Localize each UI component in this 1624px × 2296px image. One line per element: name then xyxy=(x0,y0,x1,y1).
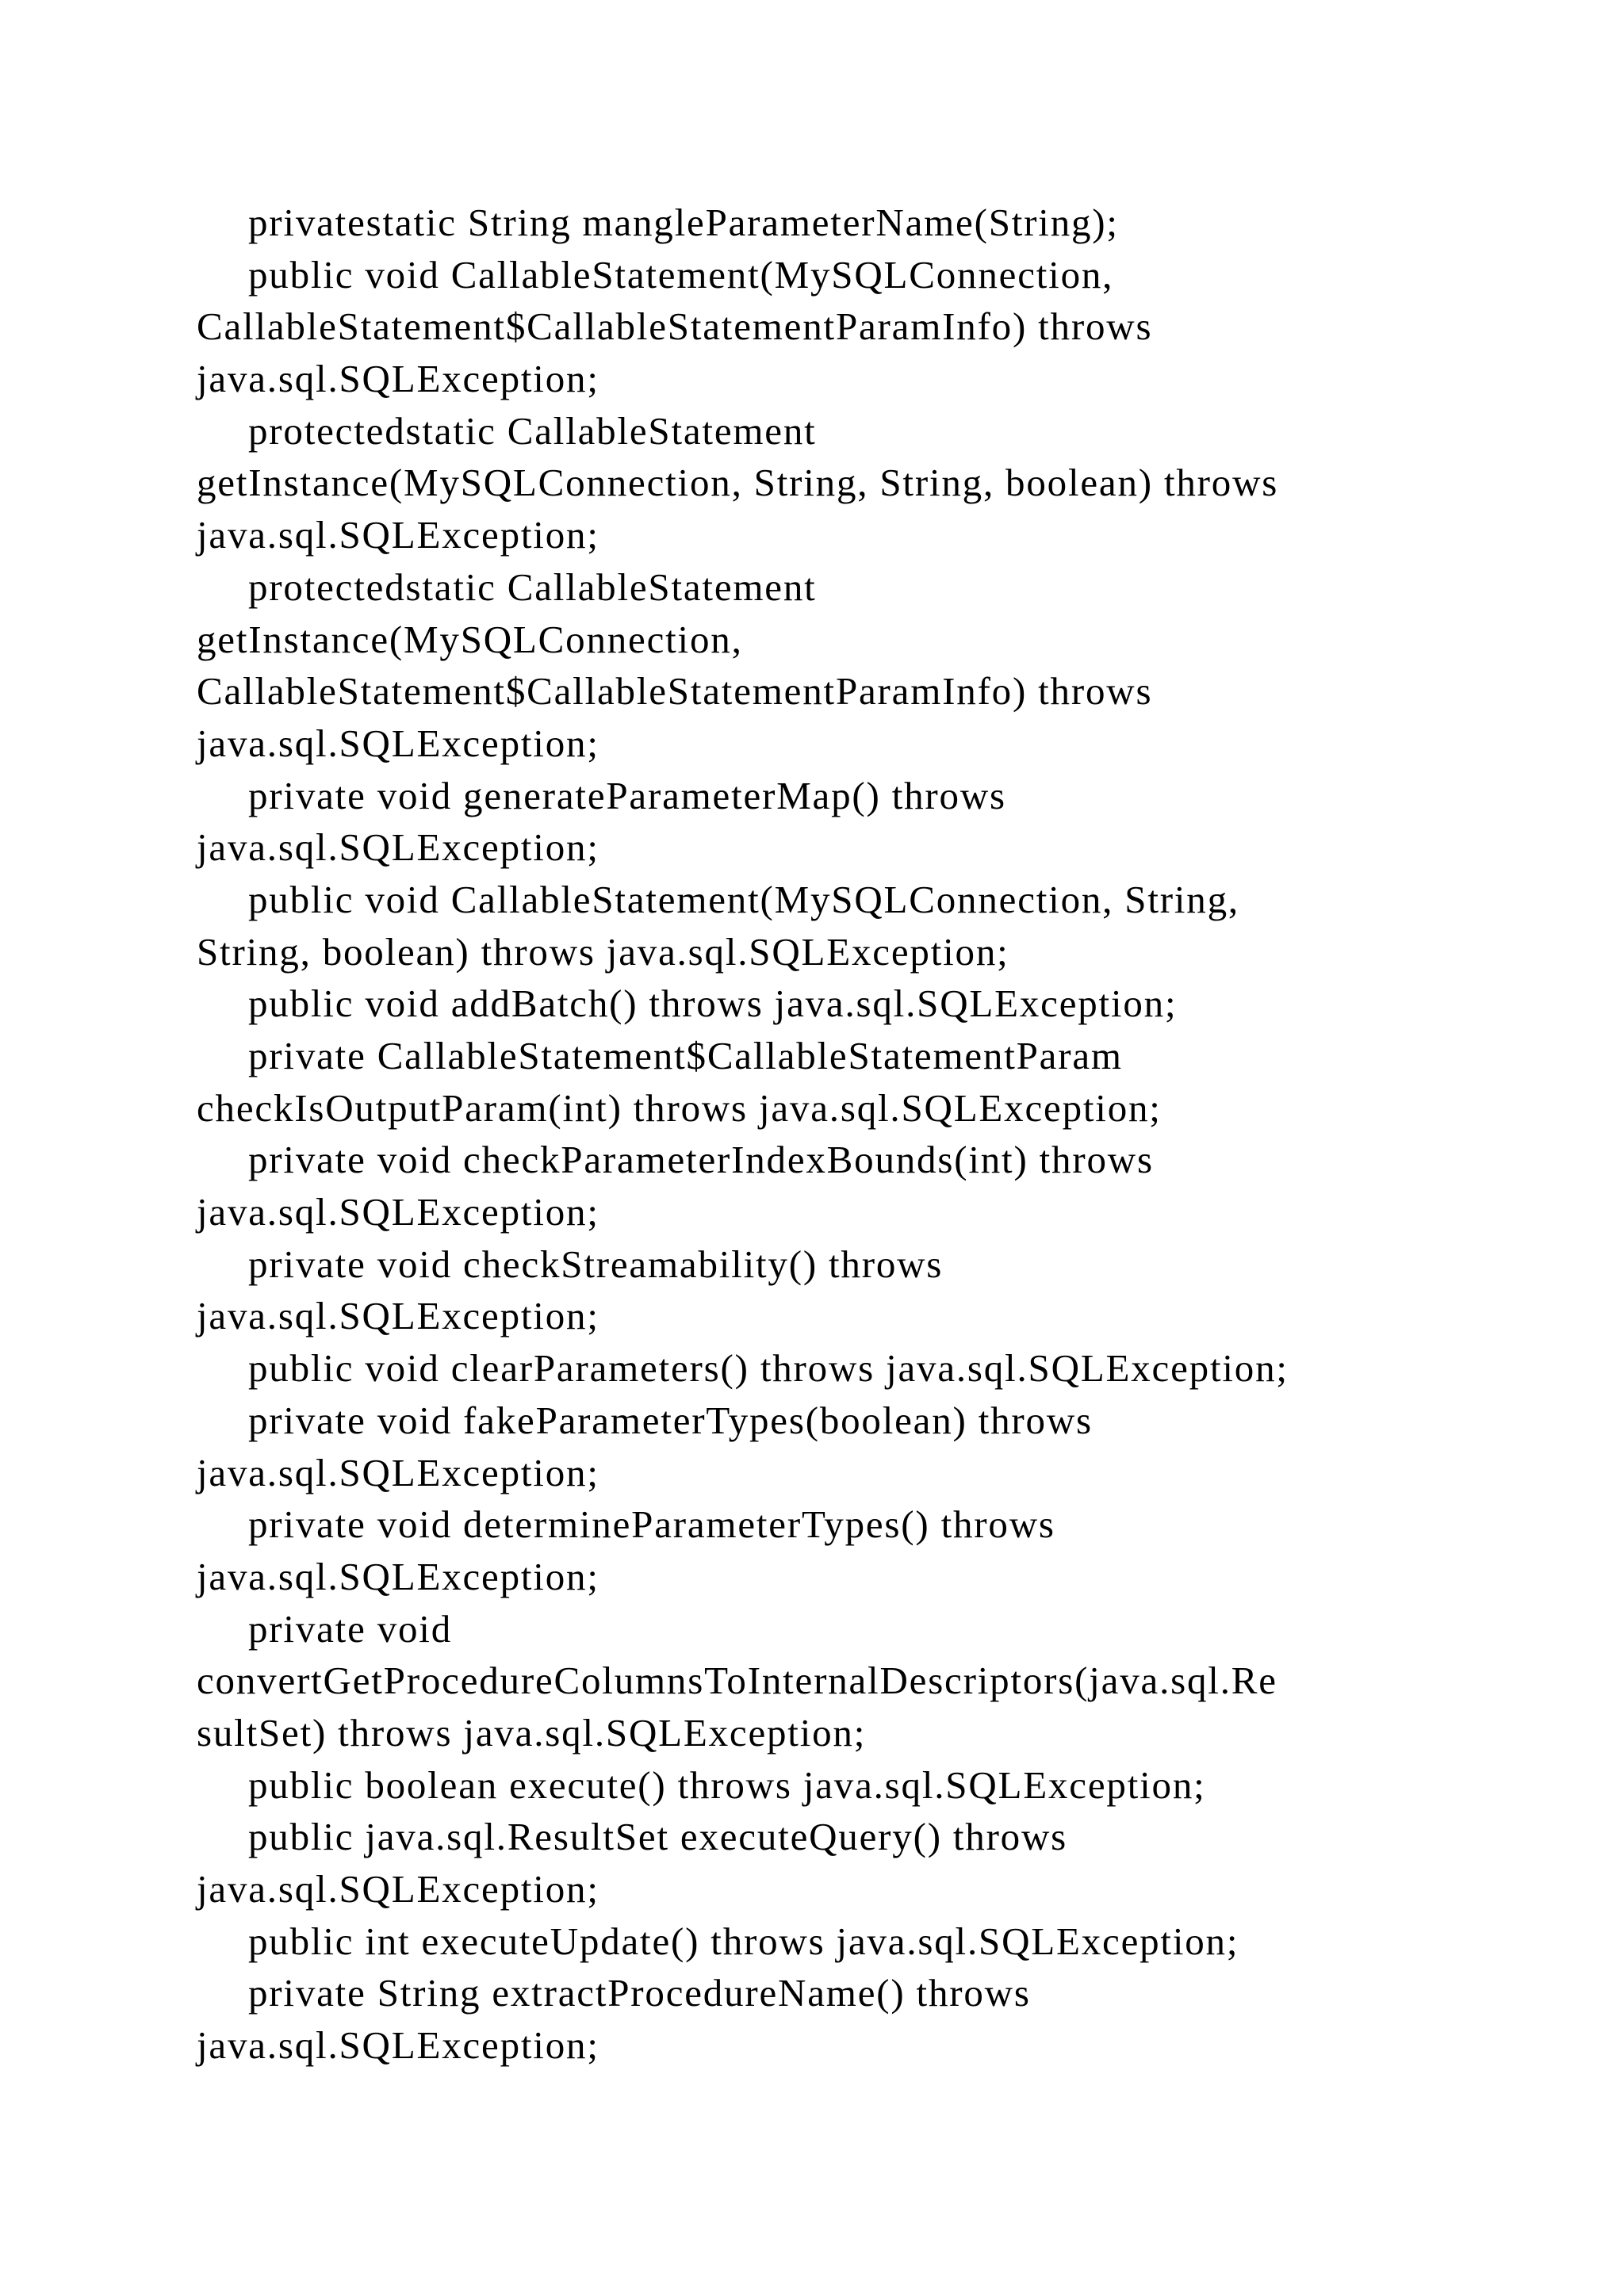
text-line: getInstance(MySQLConnection, String, String, boolean) throws xyxy=(197,461,1279,505)
text-line: java.sql.SQLException; xyxy=(197,2023,599,2068)
text-line: java.sql.SQLException; xyxy=(197,1294,599,1338)
text-line: privatestatic String mangleParameterName(String); xyxy=(248,201,1119,244)
text-line: java.sql.SQLException; xyxy=(197,1450,599,1494)
text-line: CallableStatement$CallableStatementParamInfo) throws xyxy=(197,669,1153,714)
text-line: java.sql.SQLException; xyxy=(197,1867,599,1911)
text-line: private String extractProcedureName() throws xyxy=(248,1971,1031,2015)
text-line: private void determineParameterTypes() throws xyxy=(248,1502,1055,1547)
text-line: java.sql.SQLException; xyxy=(197,513,599,557)
text-line: java.sql.SQLException; xyxy=(197,721,599,765)
text-line: private void xyxy=(248,1606,453,1651)
text-line: String, boolean) throws java.sql.SQLException; xyxy=(197,929,1009,974)
text-line: protectedstatic CallableStatement xyxy=(248,408,817,453)
text-line: java.sql.SQLException; xyxy=(197,357,599,401)
text-line: public void addBatch() throws java.sql.SQLException; xyxy=(248,982,1178,1026)
text-line: checkIsOutputParam(int) throws java.sql.SQLException; xyxy=(197,1085,1162,1130)
text-line: CallableStatement$CallableStatementParamInfo) throws xyxy=(197,304,1153,349)
text-line: convertGetProcedureColumnsToInternalDescriptors(java.sql.Re xyxy=(197,1659,1277,1703)
text-line: public void clearParameters() throws java.sql.SQLException; xyxy=(248,1346,1289,1391)
text-line: private CallableStatement$CallableStatementParam xyxy=(248,1034,1123,1077)
text-line: private void generateParameterMap() throws xyxy=(248,773,1006,817)
text-line: public java.sql.ResultSet executeQuery() throws xyxy=(248,1815,1068,1859)
text-line: public void CallableStatement(MySQLConnection, xyxy=(248,252,1114,297)
text-line: java.sql.SQLException; xyxy=(197,1554,599,1598)
text-line: private void fakeParameterTypes(boolean) throws xyxy=(248,1398,1093,1442)
text-line: java.sql.SQLException; xyxy=(197,1190,599,1234)
text-line: private void checkStreamability() throws xyxy=(248,1242,944,1286)
text-line: private void checkParameterIndexBounds(int) throws xyxy=(248,1138,1154,1182)
text-line: public boolean execute() throws java.sql.SQLException; xyxy=(248,1762,1206,1807)
text-line: getInstance(MySQLConnection, xyxy=(197,617,743,661)
text-line: sultSet) throws java.sql.SQLException; xyxy=(197,1710,867,1755)
code-declarations-text xyxy=(197,197,1434,2072)
text-line: public void CallableStatement(MySQLConnection, String, xyxy=(248,877,1239,921)
text-line: protectedstatic CallableStatement xyxy=(248,564,817,609)
text-line: public int executeUpdate() throws java.sql.SQLException; xyxy=(248,1919,1239,1963)
text-line: java.sql.SQLException; xyxy=(197,825,599,870)
